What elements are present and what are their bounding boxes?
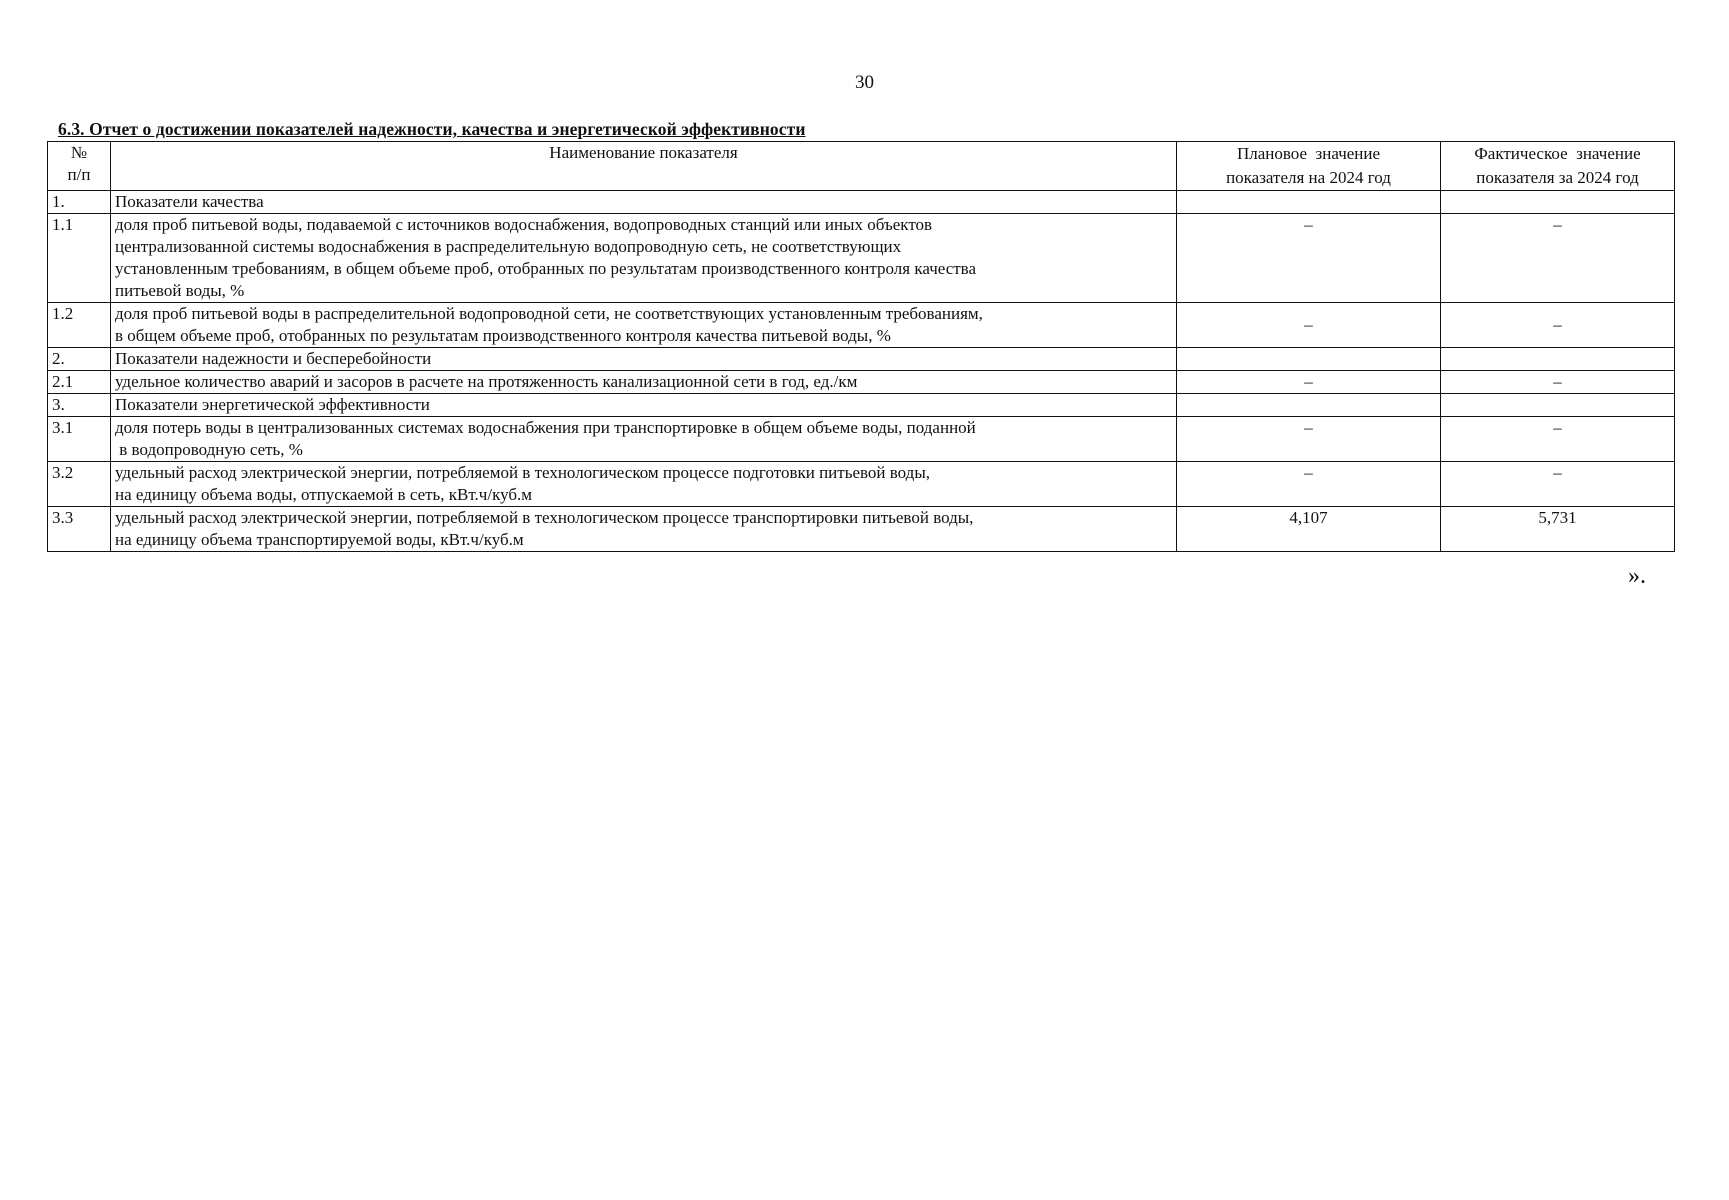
row-indicator-name bbox=[111, 507, 1177, 552]
row-indicator-name-line: доля проб питьевой воды, подаваемой с источников водоснабжения, водопроводных станций или иных объектов bbox=[115, 215, 933, 234]
row-indicator-name-line: на единицу объема транспортируемой воды, кВт.ч/куб.м bbox=[115, 530, 524, 549]
row-number: 2.1 bbox=[48, 371, 111, 394]
header-number-line1: № bbox=[70, 143, 88, 162]
table-row bbox=[48, 417, 1675, 462]
row-actual-value: – bbox=[1441, 214, 1675, 303]
table-row bbox=[48, 462, 1675, 507]
row-planned-value: – bbox=[1177, 214, 1441, 303]
header-planned-line1: Плановое значение bbox=[1236, 144, 1381, 163]
row-indicator-name bbox=[111, 303, 1177, 348]
row-number: 3. bbox=[48, 394, 111, 417]
table-row bbox=[48, 214, 1675, 303]
table-row bbox=[48, 303, 1675, 348]
header-actual-line2: показателя за 2024 год bbox=[1476, 168, 1639, 187]
row-planned-value bbox=[1177, 394, 1441, 417]
row-planned-value: – bbox=[1177, 417, 1441, 462]
row-actual-value bbox=[1441, 348, 1675, 371]
row-indicator-name-line: в водопроводную сеть, % bbox=[115, 440, 303, 459]
row-planned-value: – bbox=[1177, 371, 1441, 394]
row-number: 1. bbox=[48, 191, 111, 214]
table-header-row bbox=[48, 142, 1675, 191]
row-number: 2. bbox=[48, 348, 111, 371]
header-actual-value bbox=[1441, 142, 1675, 191]
row-indicator-name: Показатели качества bbox=[111, 191, 1177, 214]
row-actual-value: – bbox=[1441, 303, 1675, 348]
row-number: 3.1 bbox=[48, 417, 111, 462]
row-indicator-name bbox=[111, 417, 1177, 462]
row-indicator-name-line: доля потерь воды в централизованных системах водоснабжения при транспортировке в общем объеме воды, поданной bbox=[115, 418, 976, 437]
row-number: 3.2 bbox=[48, 462, 111, 507]
row-planned-value: 4,107 bbox=[1177, 507, 1441, 552]
row-indicator-name-line: в общем объеме проб, отобранных по результатам производственного контроля качества питьевой воды, % bbox=[115, 326, 891, 345]
row-number: 1.1 bbox=[48, 214, 111, 303]
row-indicator-name-line: удельный расход электрической энергии, потребляемой в технологическом процессе подготовки питьевой воды, bbox=[115, 463, 930, 482]
row-number: 3.3 bbox=[48, 507, 111, 552]
header-actual-line1: Фактическое значение bbox=[1474, 144, 1641, 163]
row-indicator-name: Показатели надежности и бесперебойности bbox=[111, 348, 1177, 371]
row-actual-value bbox=[1441, 394, 1675, 417]
row-actual-value bbox=[1441, 191, 1675, 214]
page-number: 30 bbox=[855, 72, 874, 93]
row-indicator-name bbox=[111, 462, 1177, 507]
row-indicator-name: Показатели энергетической эффективности bbox=[111, 394, 1177, 417]
header-number bbox=[48, 142, 111, 191]
row-indicator-name-line: удельный расход электрической энергии, потребляемой в технологическом процессе транспортировки питьевой воды, bbox=[115, 508, 974, 527]
table-row bbox=[48, 348, 1675, 371]
table-row bbox=[48, 394, 1675, 417]
row-indicator-name bbox=[111, 214, 1177, 303]
row-indicator-name-line: централизованной системы водоснабжения в распределительную водопроводную сеть, не соответствующих bbox=[115, 237, 902, 256]
header-planned-value bbox=[1177, 142, 1441, 191]
row-number: 1.2 bbox=[48, 303, 111, 348]
row-indicator-name-line: питьевой воды, % bbox=[115, 281, 245, 300]
row-indicator-name: удельное количество аварий и засоров в расчете на протяженность канализационной сети в год, ед./км bbox=[111, 371, 1177, 394]
row-planned-value bbox=[1177, 348, 1441, 371]
row-planned-value: – bbox=[1177, 303, 1441, 348]
row-planned-value bbox=[1177, 191, 1441, 214]
table-row bbox=[48, 191, 1675, 214]
indicators-table bbox=[47, 141, 1675, 552]
row-indicator-name-line: установленным требованиям, в общем объеме проб, отобранных по результатам производственного контроля качества bbox=[115, 259, 977, 278]
table-row bbox=[48, 507, 1675, 552]
row-indicator-name-line: доля проб питьевой воды в распределительной водопроводной сети, не соответствующих установленным требованиям, bbox=[115, 304, 983, 323]
header-indicator-name: Наименование показателя bbox=[111, 142, 1177, 191]
row-actual-value: 5,731 bbox=[1441, 507, 1675, 552]
row-actual-value: – bbox=[1441, 417, 1675, 462]
header-planned-line2: показателя на 2024 год bbox=[1226, 168, 1391, 187]
row-actual-value: – bbox=[1441, 371, 1675, 394]
closing-quote-mark: ». bbox=[1628, 563, 1646, 589]
row-actual-value: – bbox=[1441, 462, 1675, 507]
section-title: 6.3. Отчет о достижении показателей надежности, качества и энергетической эффективности bbox=[58, 119, 806, 139]
header-number-line2: п/п bbox=[67, 165, 91, 184]
row-planned-value: – bbox=[1177, 462, 1441, 507]
row-indicator-name-line: на единицу объема воды, отпускаемой в сеть, кВт.ч/куб.м bbox=[115, 485, 533, 504]
table-row bbox=[48, 371, 1675, 394]
